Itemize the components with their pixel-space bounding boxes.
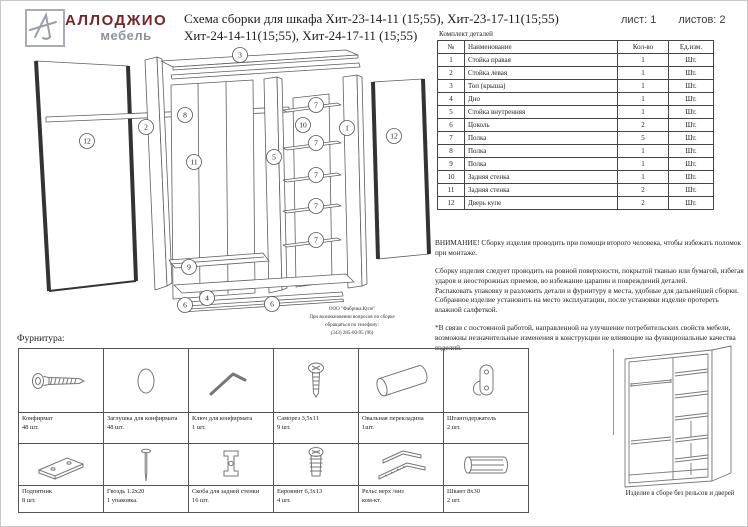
hardware-label: Шкант 8х30 2 шт. <box>444 486 529 513</box>
svg-text:6: 6 <box>183 300 187 310</box>
table-header-row <box>438 41 714 54</box>
door-panel-right <box>373 79 429 259</box>
manufacturer-phone: (343) 285-00-95 (96) <box>330 331 374 336</box>
hardware-item <box>444 444 529 486</box>
hardware-label: Евровинт 6,3х13 4 шт. <box>274 486 359 513</box>
manufacturer-name: ООО "Фабрика.Купе" <box>328 307 376 312</box>
table-row: 3 Топ (крыша) 1 Шт. <box>438 80 714 93</box>
brand-name: АЛЛОДЖИО <box>65 12 168 29</box>
table-row: 6 Цоколь 2 Шт. <box>438 119 714 132</box>
dowel-icon <box>454 445 518 485</box>
section-divider <box>613 349 614 435</box>
hardware-label: Скоба для задней стенки 16 шт. <box>189 486 274 513</box>
hardware-label: Ключ для конфирмата 1 шт. <box>189 413 274 444</box>
hardware-item <box>104 444 189 486</box>
callout-6 <box>265 297 280 312</box>
hardware-label: Конфирмат 48 шт. <box>19 413 104 444</box>
rail-icon <box>369 445 433 485</box>
exploded-assembly-diagram <box>21 46 441 321</box>
table-row: 9 Полка 1 Шт. <box>438 158 714 171</box>
hardware-item <box>274 444 359 486</box>
col-qty: Кол-во <box>618 41 669 54</box>
col-name: Наименование <box>465 41 618 54</box>
assembly-notes <box>435 238 746 352</box>
svg-text:7: 7 <box>314 201 318 211</box>
callout-10 <box>296 118 311 133</box>
svg-text:12: 12 <box>390 131 398 141</box>
svg-text:8: 8 <box>183 110 187 120</box>
self-tapping-screw-icon <box>284 359 348 403</box>
hardware-item <box>359 349 444 413</box>
callout-11 <box>187 155 202 170</box>
hardware-item <box>444 349 529 413</box>
callout-7 <box>309 233 324 248</box>
svg-text:10: 10 <box>299 120 307 130</box>
warning-text: ВНИМАНИЕ! Сборку изделия проводить при помощи второго человека, чтобы избежать поломок при монтаже. <box>435 238 742 257</box>
svg-text:3: 3 <box>238 50 242 60</box>
hardware-item <box>359 444 444 486</box>
hardware-label: Подпятник 8 шт. <box>19 486 104 513</box>
callout-2 <box>139 120 154 135</box>
callout-9 <box>182 260 197 275</box>
hardware-label: Штангодержатель 2 шт. <box>444 413 529 444</box>
svg-text:9: 9 <box>187 262 191 272</box>
svg-text:7: 7 <box>314 170 318 180</box>
table-row: 12 Дверь купе 2 Шт. <box>438 197 714 210</box>
hardware-label: Овальная перекладина 1шт. <box>359 413 444 444</box>
svg-text:7: 7 <box>314 138 318 148</box>
callout-7 <box>309 98 324 113</box>
svg-text:11: 11 <box>190 157 198 167</box>
callout-12 <box>80 134 95 149</box>
sheets-total: листов: 2 <box>678 14 726 26</box>
hardware-item <box>19 444 104 486</box>
callout-4 <box>200 291 215 306</box>
hardware-item <box>274 349 359 413</box>
stylized-a-logo-icon <box>27 11 59 41</box>
hardware-item <box>19 349 104 413</box>
hardware-grid <box>18 348 529 513</box>
svg-text:7: 7 <box>314 100 318 110</box>
title-line-1: Схема сборки для шкафа Хит-23-14-11 (15;55), Хит-23-17-11(15;55) <box>184 11 559 26</box>
col-number: № <box>438 41 465 54</box>
title-line-2: Хит-24-14-11(15;55), Хит-24-17-11 (15;55) <box>184 27 418 43</box>
brand-subtitle: мебель <box>100 28 152 43</box>
svg-text:6: 6 <box>270 299 274 309</box>
table-row: 8 Полка 1 Шт. <box>438 145 714 158</box>
assembled-wardrobe-drawing <box>615 337 745 489</box>
brand-logo <box>25 9 65 47</box>
callout-7 <box>309 136 324 151</box>
manufacturer-note: обращаться по телефону: <box>325 323 379 328</box>
callout-1 <box>340 121 355 136</box>
hardware-item <box>189 444 274 486</box>
callout-7 <box>309 168 324 183</box>
confirmat-screw-icon <box>29 359 93 403</box>
sheet-info <box>621 14 726 26</box>
callout-5 <box>267 150 282 165</box>
svg-text:7: 7 <box>314 235 318 245</box>
svg-text:12: 12 <box>83 136 91 146</box>
col-unit: Ед.изм. <box>669 41 714 54</box>
note-paragraph: Распаковать упаковку и разложить детали и фурнитуру в места, удобные для дальнейшей сборки. <box>435 285 739 295</box>
manufacturer-note: При возникновении вопросов по сборке <box>309 315 395 320</box>
assembled-view-caption: Изделие в сборе без рельсов и дверей <box>625 490 735 497</box>
callout-7 <box>309 199 324 214</box>
hardware-section-title: Фурнитура: <box>17 334 65 344</box>
hardware-label: Рельс верх /низ ком-кт. <box>359 486 444 513</box>
svg-text:4: 4 <box>205 293 209 303</box>
hardware-label: Саморез 3,5х11 9 шт. <box>274 413 359 444</box>
hardware-label: Гвоздь 1.2х20 1 упаковка. <box>104 486 189 513</box>
hardware-label: Заглушка для конфирмата 48 шт. <box>104 413 189 444</box>
table-row: 10 Задняя стенка 1 Шт. <box>438 171 714 184</box>
table-row: 1 Стойка правая 1 Шт. <box>438 54 714 67</box>
door-panel-left <box>36 61 136 291</box>
table-row: 4 Дно 1 Шт. <box>438 93 714 106</box>
hardware-item <box>189 349 274 413</box>
note-disclaimer: *В связи с постоянной работой, направленной на улучшение потребительских свойств мебели, возможны незначительные изменения в конструкции не влияющие на функциональные качества изделий. <box>435 323 736 352</box>
manufacturer-contact <box>282 306 422 338</box>
euro-screw-icon <box>284 445 348 485</box>
sheet-number: лист: 1 <box>621 14 657 26</box>
cap-plug-icon <box>114 359 178 403</box>
hex-key-icon <box>199 359 263 403</box>
table-row: 7 Полка 5 Шт. <box>438 132 714 145</box>
rod-holder-icon <box>454 359 518 403</box>
table-row: 11 Задняя стенка 2 Шт. <box>438 184 714 197</box>
note-paragraph: Собранное изделие установить на место эксплуатации, после установки изделие протереть влажной салфеткой. <box>435 295 719 314</box>
nail-icon <box>114 445 178 485</box>
callout-8 <box>178 108 193 123</box>
parts-table-caption: Комплект деталей <box>439 30 493 38</box>
svg-text:2: 2 <box>144 122 148 132</box>
svg-text:5: 5 <box>272 152 276 162</box>
callout-12 <box>387 129 402 144</box>
svg-text:1: 1 <box>345 123 349 133</box>
callout-6 <box>178 298 193 313</box>
table-row: 2 Стойка левая 1 Шт. <box>438 67 714 80</box>
table-row: 5 Стойка внутренняя 1 Шт. <box>438 106 714 119</box>
oval-rod-icon <box>369 359 433 403</box>
note-paragraph: Сборку изделия следует проводить на ровной поверхности, покрытой тканью или бумагой, избегая ударов и неосторожных приемов, во избежание царапин и повреждений деталей. <box>435 266 744 285</box>
back-panel-clip-icon <box>199 445 263 485</box>
parts-table <box>437 40 714 210</box>
foot-pad-icon <box>29 445 93 485</box>
callout-3 <box>233 48 248 63</box>
hardware-item <box>104 349 189 413</box>
